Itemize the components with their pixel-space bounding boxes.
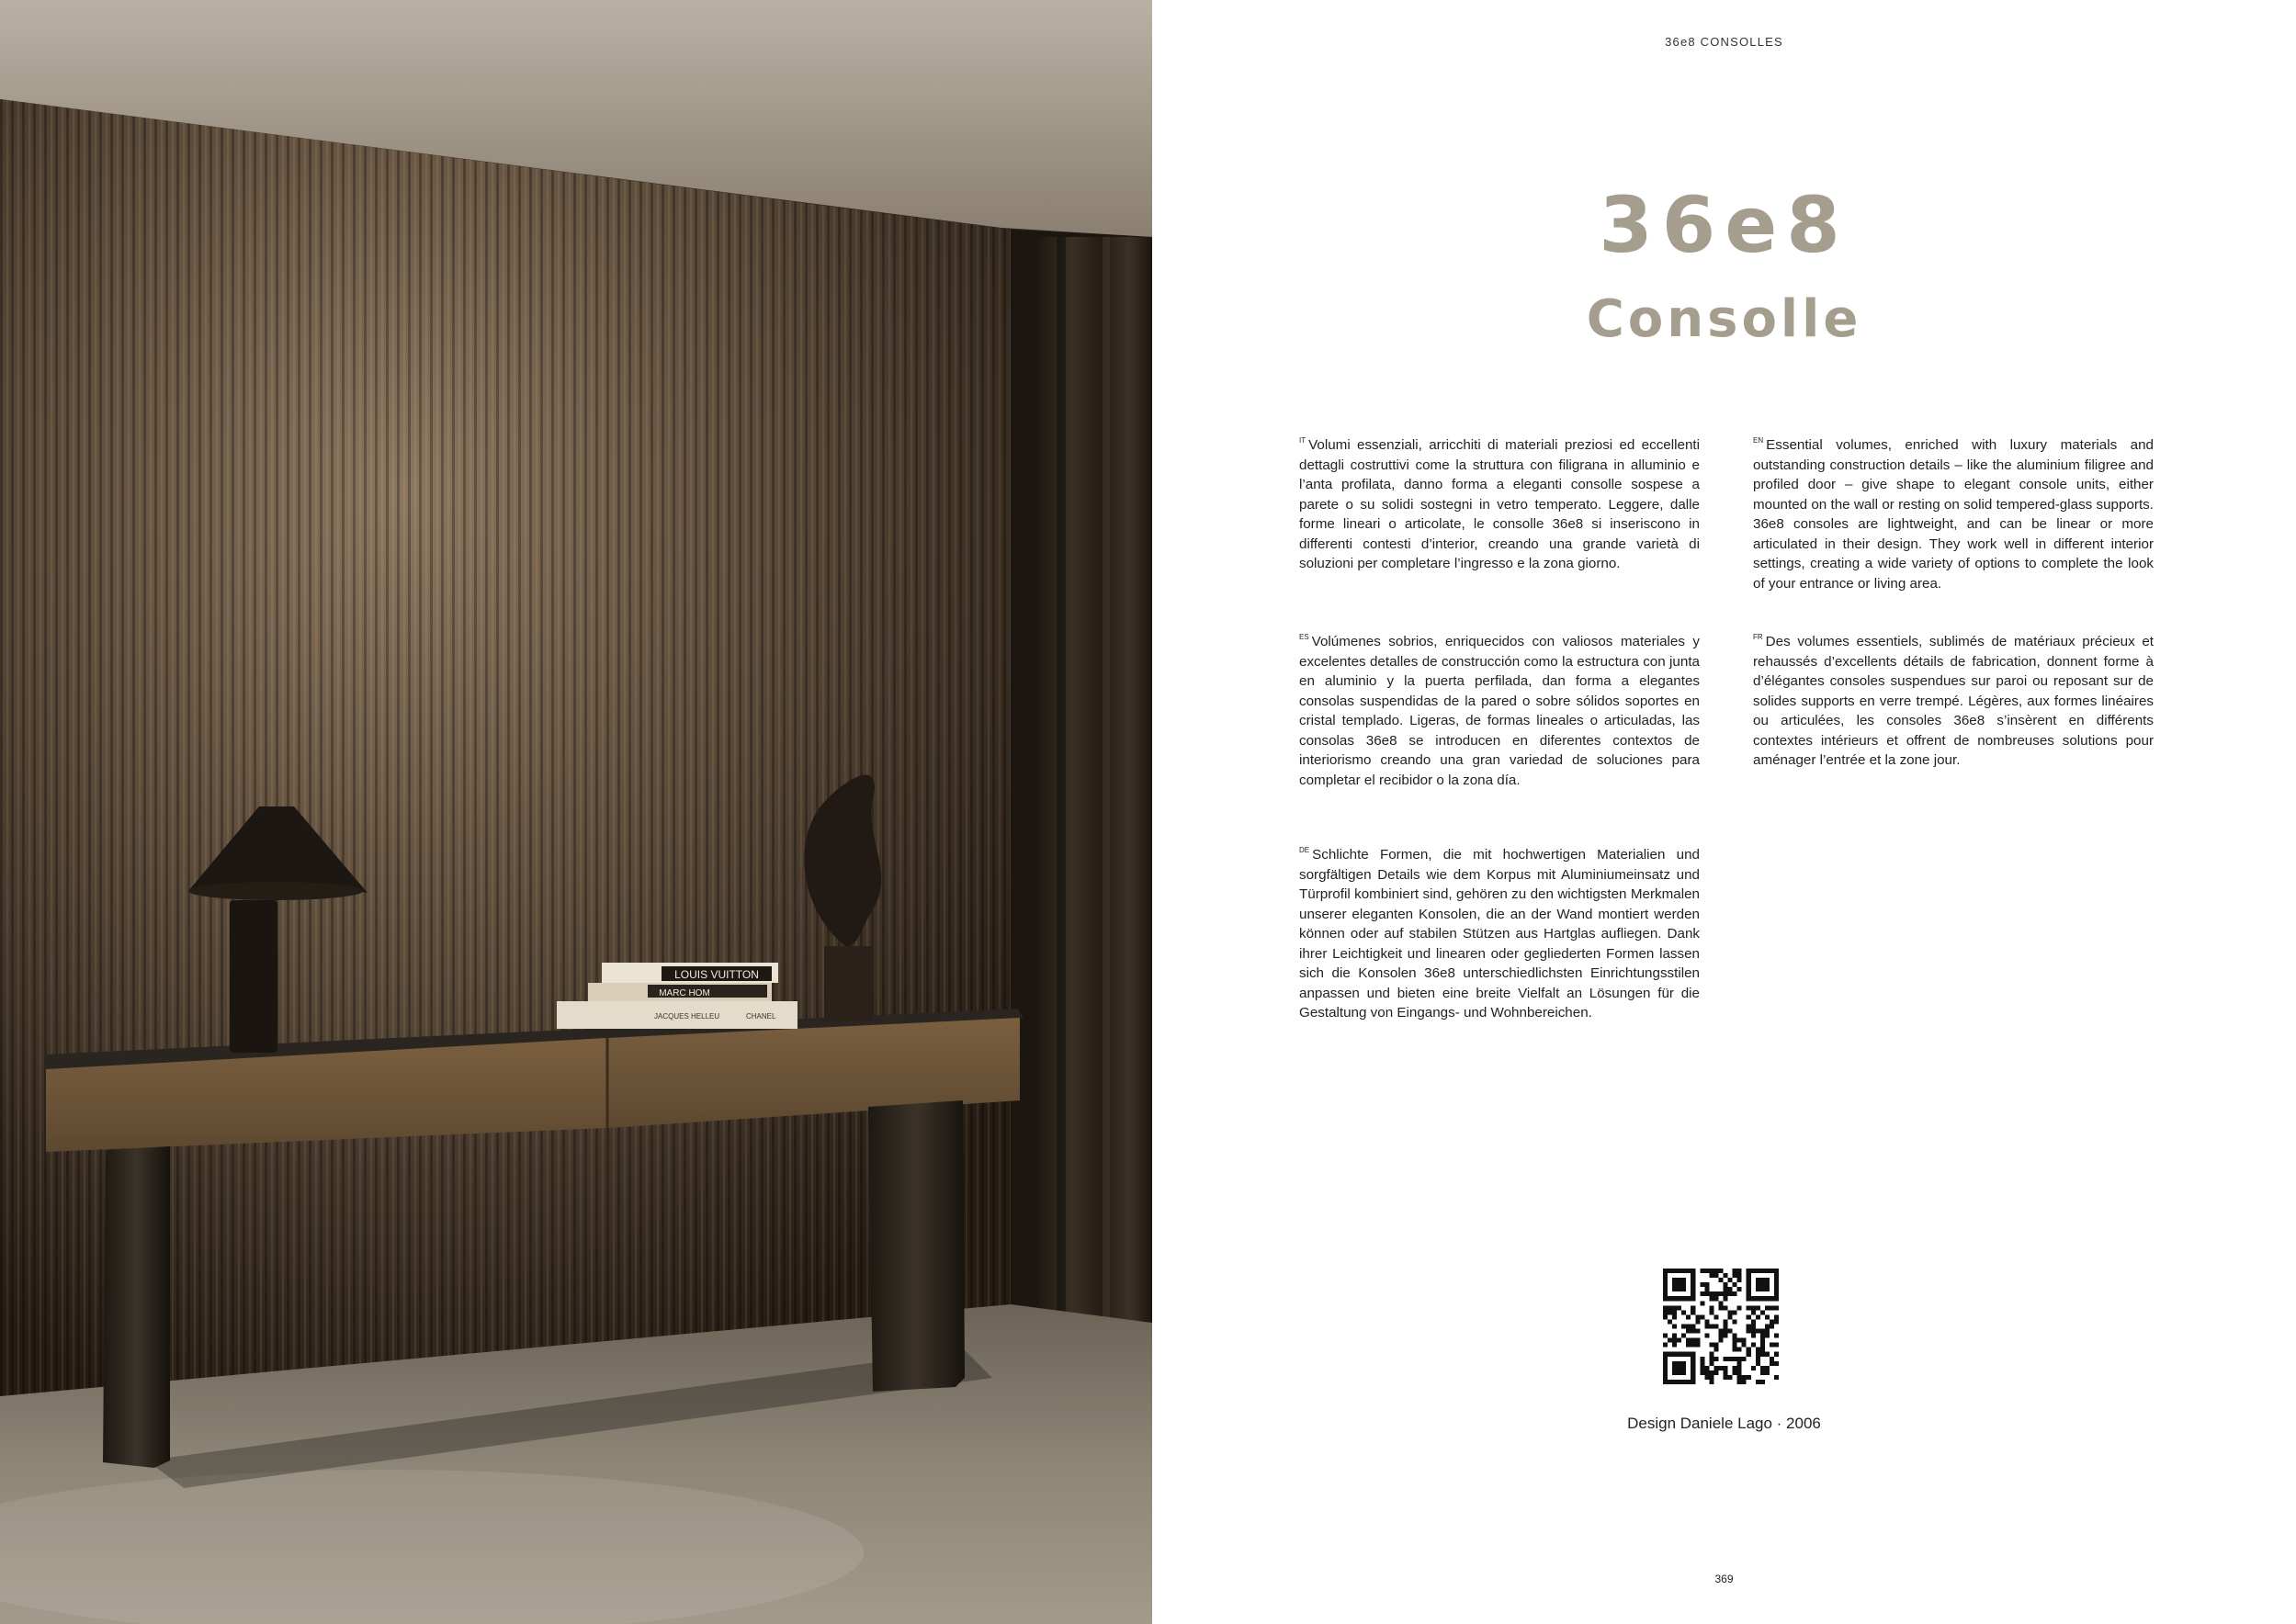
page-number: 369	[1714, 1573, 1734, 1585]
paragraph-es	[1299, 632, 1700, 790]
lang-tag-en: EN	[1753, 436, 1764, 445]
page-subtitle: Consolle	[1586, 289, 1862, 349]
paragraph-fr	[1753, 632, 2154, 771]
paragraph-en-text: Essential volumes, enriched with luxury materials and outstanding construction details – like the aluminium filigree and profiled door – give shape to elegant console units, either mounted on the wall or resting on solid tempered-glass supports. 36e8 consoles are lightweight, and can be linear or more articulated in their design. They work well in different interior settings, creating a wide variety of options to complete the look of your entrance or living area.	[1753, 437, 2154, 592]
lang-tag-de: DE	[1299, 846, 1310, 854]
text-page	[1152, 0, 2296, 1624]
book-label-mh: MARC HOM	[659, 988, 710, 998]
paragraph-es-text: Volúmenes sobrios, enriquecidos con valiosos materiales y excelentes detalles de construcción como la estructura con junta en aluminio y la puerta perfilada, dan forma a elegantes consolas suspendidas de la pared o sobre sólidos soportes en cristal templado. Ligeras, de formas lineales o articuladas, las consolas 36e8 se introducen en diferentes contextos de interiorismo creando una gran variedad de soluciones para completar el recibidor o la zona día.	[1299, 634, 1700, 788]
page-title: 36e8	[1599, 180, 1849, 270]
paragraph-it-text: Volumi essenziali, arricchiti di materiali preziosi ed eccellenti dettagli costruttivi come la struttura con filigrana in alluminio e l’anta profilata, danno forma a eleganti consolle sospese a parete o su solidi sostegni in vetro temperato. Leggere, dalle forme lineari o articolate, le consolle 36e8 si inseriscono in differenti contesti d’interior, creando una grande varietà di soluzioni per completare l’ingresso e la zona giorno.	[1299, 437, 1700, 571]
book-label-chanel: CHANEL	[746, 1012, 776, 1021]
book-label-jh: JACQUES HELLEU	[654, 1012, 720, 1021]
paragraph-de-text: Schlichte Formen, die mit hochwertigen Materialien und sorgfältigen Details wie dem Korpus mit Aluminiumeinsatz und Türprofil kombiniert sind, gehören zu den wichtigsten Merkmalen unserer eleganten Konsolen, die an der Wand montiert werden können oder auf stabilen Stützen aus Hartglas aufliegen. Dank ihrer Leichtigkeit und linearen oder gegliederten Formen lassen sich die Konsolen 36e8 unterschiedlichsten Einrichtungsstilen anpassen und bieten eine breite Vielfalt an Lösungen für die Gestaltung von Eingangs- und Wohnbereichen.	[1299, 847, 1700, 1021]
paragraph-de	[1299, 845, 1700, 1023]
lang-tag-it: IT	[1299, 436, 1306, 445]
design-credit: Design Daniele Lago · 2006	[1627, 1415, 1821, 1432]
qr-code[interactable]	[1663, 1269, 1779, 1384]
running-head: 36e8 CONSOLLES	[1665, 35, 1783, 49]
paragraph-en	[1753, 435, 2154, 593]
paragraph-it	[1299, 435, 1700, 574]
lang-tag-es: ES	[1299, 633, 1309, 641]
book-label-lv: LOUIS VUITTON	[674, 968, 759, 981]
paragraph-fr-text: Des volumes essentiels, sublimés de matériaux précieux et rehaussés d’excellents détails de fabrication, donnent forme à d’élégantes consoles suspendues sur paroi ou reposant sur de solides supports en verre trempé. Légères, aux formes linéaires ou articulées, les consoles 36e8 s’insèrent en différents contextes intérieurs et offrent de nombreuses solutions pour aménager l’entrée et la zone jour.	[1753, 634, 2154, 768]
lang-tag-fr: FR	[1753, 633, 1763, 641]
